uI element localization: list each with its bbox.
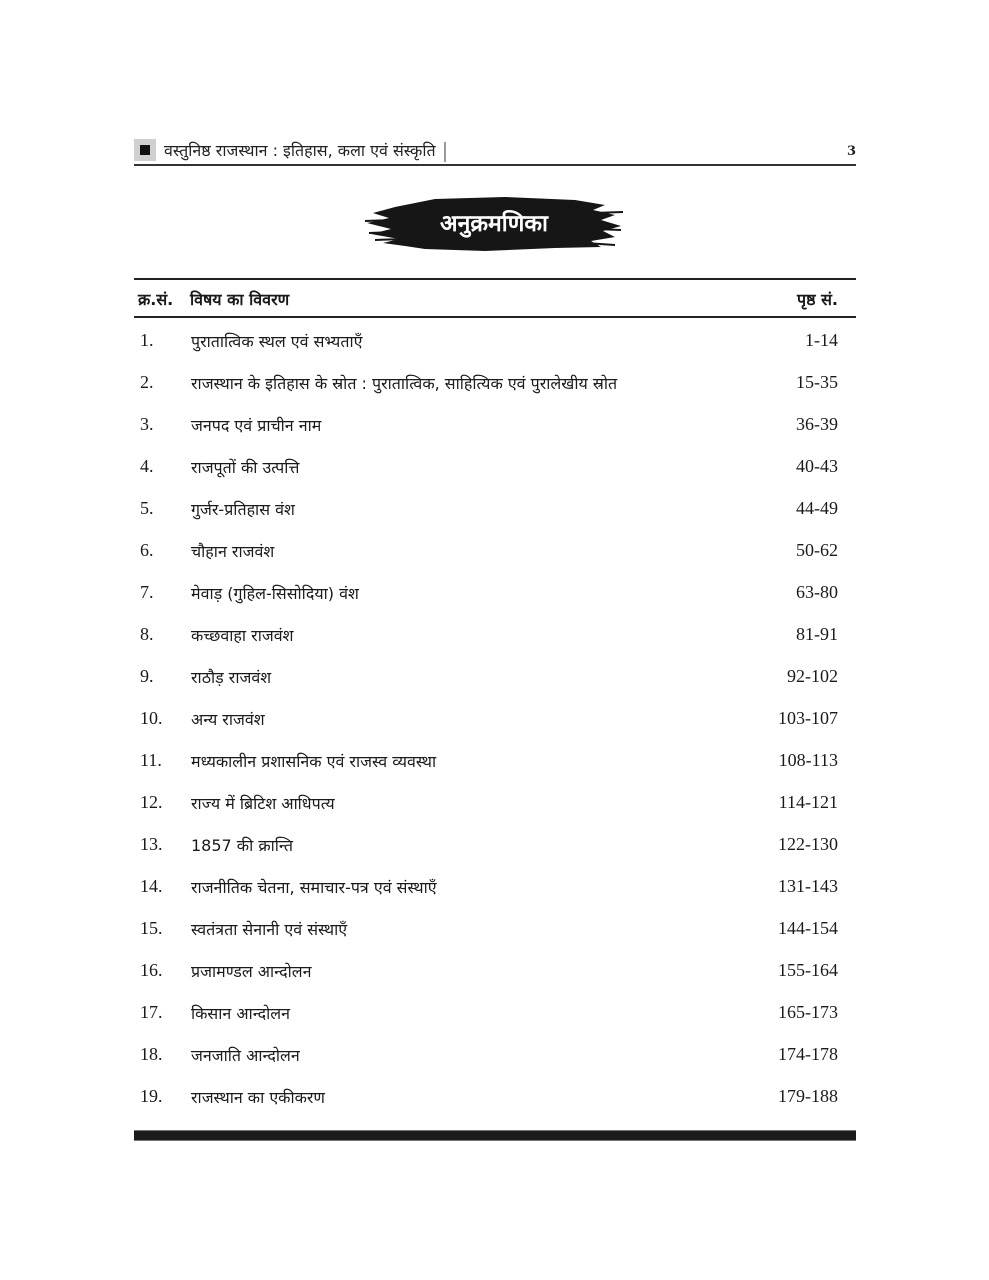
index-banner xyxy=(365,193,623,255)
row-sno: 19. xyxy=(140,1086,163,1106)
row-subject: मेवाड़ (गुहिल-सिसोदिया) वंश xyxy=(191,584,359,603)
toc-row xyxy=(134,402,856,444)
toc-row xyxy=(134,528,856,570)
row-sno: 5. xyxy=(140,498,154,518)
row-sno: 1. xyxy=(140,330,154,350)
header-sno: क्र.सं. xyxy=(138,290,174,309)
row-subject: चौहान राजवंश xyxy=(191,542,275,561)
row-sno: 17. xyxy=(140,1002,163,1022)
row-subject: जनपद एवं प्राचीन नाम xyxy=(191,416,322,435)
row-page: 44-49 xyxy=(796,498,838,518)
toc-row xyxy=(134,1032,856,1074)
toc-row xyxy=(134,1074,856,1116)
row-page: 81-91 xyxy=(796,624,838,644)
page-number: 3 xyxy=(846,144,856,159)
banner-title: अनुक्रमणिका xyxy=(440,211,548,237)
row-page: 63-80 xyxy=(796,582,838,602)
row-page: 40-43 xyxy=(796,456,838,476)
row-subject: राजस्थान के इतिहास के स्रोत : पुरातात्विक, साहित्यिक एवं पुरालेखीय स्रोत xyxy=(191,374,618,393)
toc-row xyxy=(134,360,856,402)
row-subject: राज्य में ब्रिटिश आधिपत्य xyxy=(191,794,335,813)
row-page: 144-154 xyxy=(778,918,838,938)
toc-row xyxy=(134,780,856,822)
row-sno: 11. xyxy=(140,750,162,770)
book-title-text: वस्तुनिष्ठ राजस्थान : इतिहास, कला एवं संस्कृति xyxy=(164,141,436,160)
row-page: 103-107 xyxy=(778,708,838,728)
row-subject: मध्यकालीन प्रशासनिक एवं राजस्व व्यवस्था xyxy=(191,752,437,771)
running-head xyxy=(134,138,856,166)
toc-row xyxy=(134,990,856,1032)
row-subject: राठौड़ राजवंश xyxy=(191,668,272,687)
row-subject: अन्य राजवंश xyxy=(191,710,265,729)
row-page: 36-39 xyxy=(796,414,838,434)
row-page: 174-178 xyxy=(778,1044,838,1064)
row-page: 50-62 xyxy=(796,540,838,560)
toc-row xyxy=(134,444,856,486)
row-page: 108-113 xyxy=(778,750,838,770)
toc-row xyxy=(134,612,856,654)
header-square-icon xyxy=(134,139,156,161)
row-page: 179-188 xyxy=(778,1086,838,1106)
row-subject: गुर्जर-प्रतिहास वंश xyxy=(191,500,295,519)
bottom-rule-divider xyxy=(134,1130,856,1141)
row-sno: 2. xyxy=(140,372,154,392)
header-subject: विषय का विवरण xyxy=(190,290,290,309)
row-subject: राजस्थान का एकीकरण xyxy=(191,1088,325,1107)
row-subject: पुरातात्विक स्थल एवं सभ्यताएँ xyxy=(191,332,363,351)
toc-row xyxy=(134,948,856,990)
row-subject: कच्छवाहा राजवंश xyxy=(191,626,294,645)
toc-row xyxy=(134,822,856,864)
toc-row xyxy=(134,318,856,360)
row-sno: 16. xyxy=(140,960,163,980)
row-page: 15-35 xyxy=(796,372,838,392)
row-sno: 13. xyxy=(140,834,163,854)
toc-row xyxy=(134,864,856,906)
toc-row xyxy=(134,738,856,780)
row-sno: 18. xyxy=(140,1044,163,1064)
row-subject: किसान आन्दोलन xyxy=(191,1004,291,1023)
toc-row xyxy=(134,906,856,948)
row-sno: 8. xyxy=(140,624,154,644)
table-of-contents xyxy=(134,278,856,1116)
row-page: 131-143 xyxy=(778,876,838,896)
toc-header xyxy=(134,278,856,318)
row-sno: 12. xyxy=(140,792,163,812)
row-sno: 4. xyxy=(140,456,154,476)
row-subject: 1857 की क्रान्ति xyxy=(191,836,293,855)
row-page: 155-164 xyxy=(778,960,838,980)
row-page: 165-173 xyxy=(778,1002,838,1022)
row-subject: राजपूतों की उत्पत्ति xyxy=(191,458,300,477)
row-page: 1-14 xyxy=(805,330,838,350)
toc-row xyxy=(134,486,856,528)
row-page: 122-130 xyxy=(778,834,838,854)
title-separator xyxy=(444,142,446,162)
header-page: पृष्ठ सं. xyxy=(797,290,838,309)
row-sno: 7. xyxy=(140,582,154,602)
row-subject: स्वतंत्रता सेनानी एवं संस्थाएँ xyxy=(191,920,348,939)
toc-row xyxy=(134,654,856,696)
toc-row xyxy=(134,696,856,738)
row-subject: जनजाति आन्दोलन xyxy=(191,1046,300,1065)
row-sno: 14. xyxy=(140,876,163,896)
book-title xyxy=(164,139,446,162)
row-sno: 3. xyxy=(140,414,154,434)
row-subject: राजनीतिक चेतना, समाचार-पत्र एवं संस्थाएँ xyxy=(191,878,437,897)
toc-row xyxy=(134,570,856,612)
row-page: 114-121 xyxy=(778,792,838,812)
row-sno: 15. xyxy=(140,918,163,938)
row-sno: 10. xyxy=(140,708,163,728)
row-sno: 6. xyxy=(140,540,154,560)
row-page: 92-102 xyxy=(787,666,838,686)
row-subject: प्रजामण्डल आन्दोलन xyxy=(191,962,312,981)
row-sno: 9. xyxy=(140,666,154,686)
